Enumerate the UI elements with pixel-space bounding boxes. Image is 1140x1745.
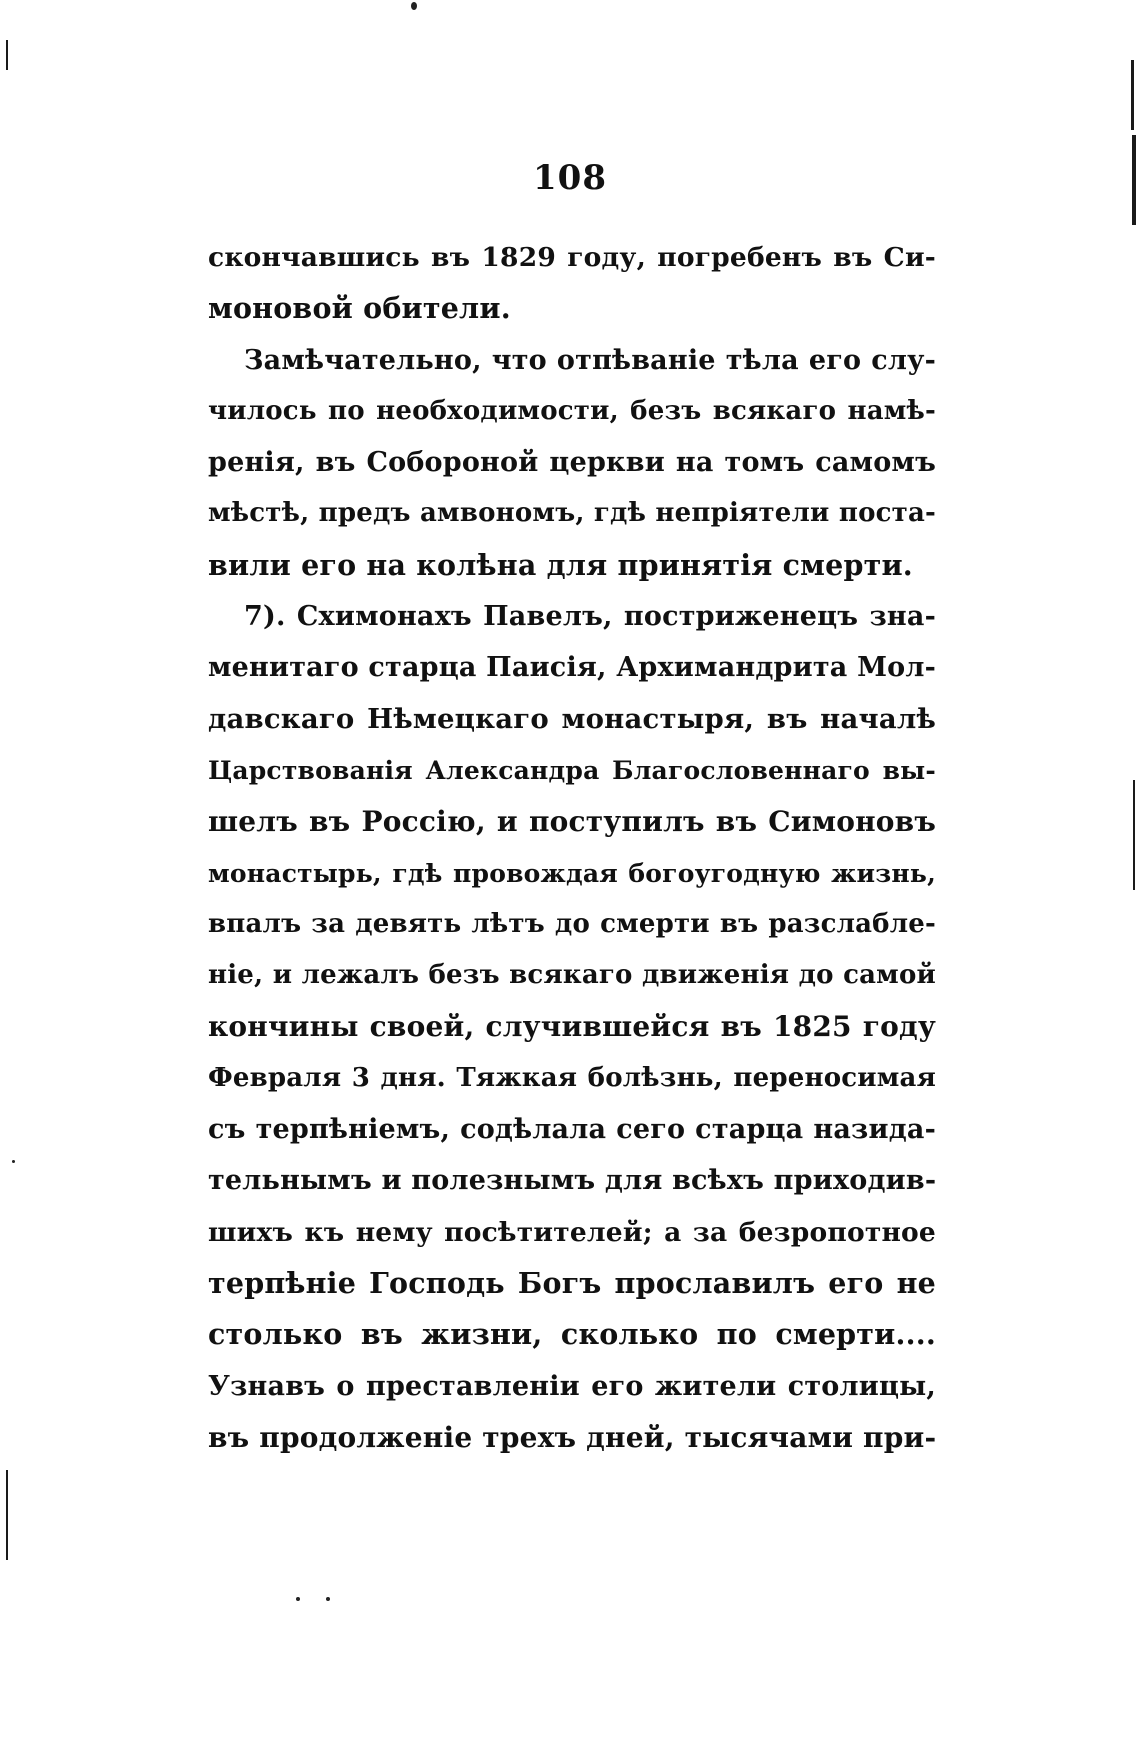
- scan-speck: [326, 1597, 330, 1601]
- scan-speck: [411, 2, 417, 10]
- text-line: столько въ жизни, сколько по смерти....: [208, 1317, 936, 1352]
- text-line: вили его на колѣна для принятія смерти.: [208, 547, 913, 582]
- text-line: 7). Схимонахъ Павелъ, постриженецъ зна-: [244, 601, 936, 633]
- text-line: менитаго старца Паисія, Архимандрита Мол-: [208, 652, 937, 684]
- text-line: Узнавъ о преставленіи его жители столицы,: [208, 1370, 936, 1402]
- text-line: моновой обители.: [208, 291, 511, 326]
- text-line: монастырь, гдѣ провождая богоугодную жизнь,: [208, 858, 936, 888]
- text-line: шелъ въ Россію, и поступилъ въ Симоновъ: [208, 805, 936, 839]
- text-line: Февраля 3 дня. Тяжкая болѣзнь, переносимая: [208, 1062, 936, 1093]
- text-line: Царствованія Александра Благословеннаго вы-: [208, 755, 936, 785]
- text-line: чилось по необходимости, безъ всякаго намѣ-: [208, 395, 936, 426]
- scan-edge-left-bottom: [6, 1470, 8, 1560]
- scan-speck: [296, 1597, 300, 1601]
- scan-edge-right-low: [1133, 780, 1135, 890]
- text-line: давскаго Нѣмецкаго монастыря, въ началѣ: [208, 702, 936, 735]
- text-line: ніе, и лежалъ безъ всякаго движенія до самой: [208, 960, 936, 991]
- scan-edge-right-top: [1131, 60, 1134, 130]
- text-line: впалъ за девять лѣтъ до смерти въ разслабле-: [208, 908, 936, 939]
- text-line: терпѣніе Господь Богъ прославилъ его не: [208, 1265, 936, 1300]
- text-line: мѣстѣ, предъ амвономъ, гдѣ непріятели поста-: [208, 498, 936, 529]
- text-line: шихъ къ нему посѣтителей; а за безропотное: [208, 1216, 936, 1248]
- text-line: Замѣчательно, что отпѣваніе тѣла его слу-: [244, 344, 936, 376]
- scan-speck: [12, 1160, 15, 1163]
- page-number: 108: [533, 158, 607, 198]
- text-line: тельнымъ и полезнымъ для всѣхъ приходив-: [208, 1165, 937, 1197]
- text-line: ренія, въ Собороной церкви на томъ самомъ: [208, 447, 936, 479]
- text-line: кончины своей, случившейся въ 1825 году: [208, 1010, 936, 1044]
- scan-edge-left-top: [6, 40, 8, 70]
- text-line: въ продолженіе трехъ дней, тысячами при-: [208, 1420, 937, 1454]
- text-line: скончавшись въ 1829 году, погребенъ въ Си-: [208, 242, 936, 273]
- body-text: [208, 232, 936, 1463]
- text-line: съ терпѣніемъ, содѣлала сего старца назида-: [208, 1114, 936, 1146]
